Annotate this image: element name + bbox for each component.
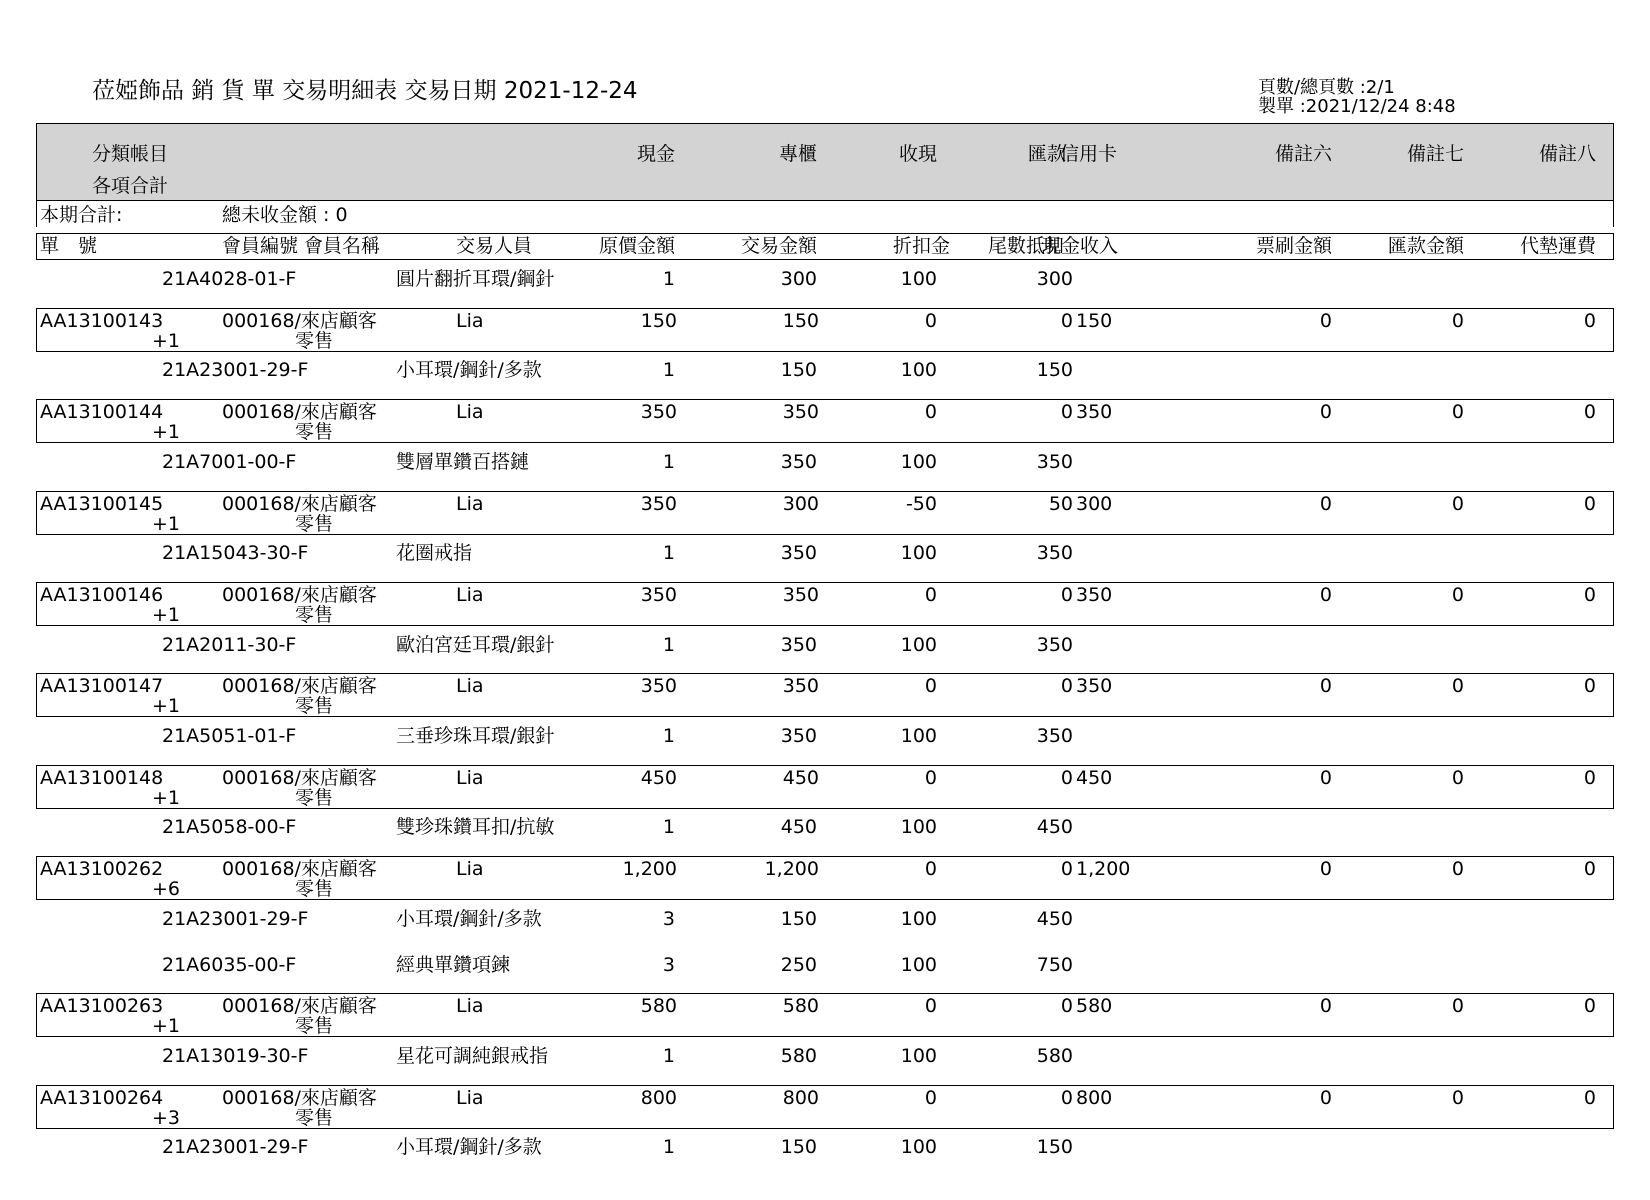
- item-amount: 150: [1036, 1136, 1073, 1159]
- order-discount: 0: [924, 858, 937, 881]
- order-ticket: 0: [1319, 675, 1332, 698]
- item-name: 小耳環/鋼針/多款: [396, 1136, 542, 1159]
- item-price: 350: [780, 725, 817, 747]
- order-member: 000168/來店顧客: [222, 583, 377, 606]
- page-info: 頁數/總頁數 :2/1: [1258, 77, 1395, 98]
- order-discount: 0: [924, 766, 937, 789]
- item-price: 250: [780, 953, 817, 976]
- col-orig: 原價金額: [598, 235, 675, 257]
- order-type: 零售: [295, 1106, 334, 1129]
- order-orig: 150: [640, 309, 677, 332]
- order-type: 零售: [295, 603, 334, 626]
- item-name: 歐泊宮廷耳環/銀針: [396, 633, 555, 656]
- order-ticket: 0: [1319, 858, 1332, 881]
- order-trade: 350: [782, 401, 819, 424]
- order-member: 000168/來店顧客: [222, 995, 377, 1018]
- item-amount: 450: [1036, 816, 1073, 839]
- col-remit: 匯款金額: [1387, 235, 1464, 257]
- item-amount: 150: [1036, 359, 1073, 382]
- order-orig: 1,200: [622, 858, 677, 881]
- item-qty: 1: [662, 1044, 675, 1067]
- item-price: 150: [780, 359, 817, 382]
- order-ship: 0: [1583, 583, 1596, 606]
- order-no: AA13100263: [40, 995, 164, 1018]
- order-discount: 0: [924, 1086, 937, 1109]
- order-cash: 350: [1076, 401, 1113, 424]
- order-discount: 0: [924, 675, 937, 698]
- order-staff: Lia: [456, 401, 484, 424]
- item-qty: 1: [662, 359, 675, 382]
- summary-unpaid: 總未收金額 : 0: [222, 204, 348, 226]
- order-no: AA13100147: [40, 675, 164, 698]
- col-trade: 交易金額: [740, 235, 817, 257]
- item-name: 星花可調純銀戒指: [396, 1044, 549, 1067]
- order-type: 零售: [295, 786, 334, 809]
- order-member: 000168/來店顧客: [222, 401, 377, 424]
- item-name: 小耳環/鋼針/多款: [396, 907, 542, 930]
- order-no: AA13100146: [40, 583, 164, 606]
- item-name: 三垂珍珠耳環/銀針: [396, 725, 555, 747]
- item-code: 21A5058-00-F: [162, 816, 297, 839]
- item-percent: 100: [900, 542, 937, 565]
- item-price: 450: [780, 816, 817, 839]
- item-percent: 100: [900, 268, 937, 290]
- header-category: 分類帳目: [92, 143, 169, 165]
- order-staff: Lia: [456, 309, 484, 332]
- header-credit: 信用卡: [1060, 143, 1118, 165]
- order-ship: 0: [1583, 858, 1596, 881]
- order-rounding: 0: [1060, 995, 1073, 1018]
- order-cash: 300: [1076, 492, 1113, 515]
- order-no: AA13100144: [40, 401, 164, 424]
- item-percent: 100: [900, 953, 937, 976]
- item-price: 350: [780, 542, 817, 565]
- item-name: 小耳環/鋼針/多款: [396, 359, 542, 382]
- order-remit: 0: [1451, 309, 1464, 332]
- item-code: 21A5051-01-F: [162, 725, 297, 747]
- order-ticket: 0: [1319, 401, 1332, 424]
- order-remit: 0: [1451, 401, 1464, 424]
- header-note8: 備註八: [1538, 143, 1596, 165]
- item-price: 350: [780, 450, 817, 473]
- order-ship: 0: [1583, 401, 1596, 424]
- order-staff: Lia: [456, 858, 484, 881]
- order-trade: 580: [782, 995, 819, 1018]
- order-member: 000168/來店顧客: [222, 1086, 377, 1109]
- order-ticket: 0: [1319, 583, 1332, 606]
- order-remit: 0: [1451, 1086, 1464, 1109]
- order-type: 零售: [295, 1015, 334, 1038]
- order-discount: 0: [924, 401, 937, 424]
- item-percent: 100: [900, 1044, 937, 1067]
- item-percent: 100: [900, 633, 937, 656]
- col-discount: 折扣金: [892, 235, 950, 257]
- order-cash: 450: [1076, 766, 1113, 789]
- item-price: 150: [780, 907, 817, 930]
- item-code: 21A15043-30-F: [162, 542, 309, 565]
- order-item-count: +1: [152, 603, 181, 626]
- item-amount: 350: [1036, 542, 1073, 565]
- order-staff: Lia: [456, 1086, 484, 1109]
- order-orig: 350: [640, 401, 677, 424]
- order-orig: 800: [640, 1086, 677, 1109]
- order-orig: 350: [640, 583, 677, 606]
- order-item-count: +6: [152, 878, 181, 901]
- order-type: 零售: [295, 329, 334, 352]
- order-item-count: +1: [152, 329, 181, 352]
- col-staff: 交易人員: [456, 235, 533, 257]
- order-remit: 0: [1451, 492, 1464, 515]
- order-type: 零售: [295, 695, 334, 718]
- item-amount: 350: [1036, 725, 1073, 747]
- order-member: 000168/來店顧客: [222, 858, 377, 881]
- header-counter: 專櫃: [778, 143, 817, 165]
- item-code: 21A23001-29-F: [162, 907, 309, 930]
- item-code: 21A2011-30-F: [162, 633, 297, 656]
- item-qty: 3: [662, 953, 675, 976]
- order-no: AA13100143: [40, 309, 164, 332]
- item-price: 350: [780, 633, 817, 656]
- order-discount: 0: [924, 583, 937, 606]
- order-ship: 0: [1583, 1086, 1596, 1109]
- item-amount: 350: [1036, 633, 1073, 656]
- order-ticket: 0: [1319, 1086, 1332, 1109]
- order-type: 零售: [295, 878, 334, 901]
- col-cash-in: 現金收入: [1042, 235, 1119, 257]
- item-percent: 100: [900, 816, 937, 839]
- order-remit: 0: [1451, 766, 1464, 789]
- order-remit: 0: [1451, 995, 1464, 1018]
- item-name: 經典單鑽項鍊: [396, 953, 511, 976]
- order-discount: -50: [905, 492, 937, 515]
- item-name: 雙珍珠鑽耳扣/抗敏: [396, 816, 555, 839]
- order-ship: 0: [1583, 492, 1596, 515]
- item-amount: 350: [1036, 450, 1073, 473]
- order-orig: 450: [640, 766, 677, 789]
- order-staff: Lia: [456, 583, 484, 606]
- order-rounding: 50: [1048, 492, 1073, 515]
- order-cash: 350: [1076, 583, 1113, 606]
- item-percent: 100: [900, 450, 937, 473]
- order-item-count: +1: [152, 786, 181, 809]
- item-qty: 1: [662, 725, 675, 747]
- order-trade: 350: [782, 583, 819, 606]
- item-name: 雙層單鑽百搭鏈: [396, 450, 530, 473]
- order-trade: 450: [782, 766, 819, 789]
- order-type: 零售: [295, 421, 334, 444]
- order-trade: 300: [782, 492, 819, 515]
- made-info: 製單 :2021/12/24 8:48: [1258, 96, 1456, 117]
- item-code: 21A4028-01-F: [162, 268, 297, 290]
- order-member: 000168/來店顧客: [222, 766, 377, 789]
- order-ship: 0: [1583, 675, 1596, 698]
- item-percent: 100: [900, 725, 937, 747]
- order-ticket: 0: [1319, 492, 1332, 515]
- order-trade: 800: [782, 1086, 819, 1109]
- order-staff: Lia: [456, 766, 484, 789]
- header-note6: 備註六: [1274, 143, 1332, 165]
- item-name: 圓片翻折耳環/鋼針: [396, 268, 555, 290]
- item-amount: 300: [1036, 268, 1073, 290]
- order-ticket: 0: [1319, 309, 1332, 332]
- order-no: AA13100145: [40, 492, 164, 515]
- item-qty: 1: [662, 633, 675, 656]
- order-no: AA13100262: [40, 858, 164, 881]
- item-amount: 450: [1036, 907, 1073, 930]
- order-cash: 1,200: [1076, 858, 1131, 881]
- item-code: 21A6035-00-F: [162, 953, 297, 976]
- order-type: 零售: [295, 512, 334, 535]
- order-member: 000168/來店顧客: [222, 492, 377, 515]
- item-qty: 3: [662, 907, 675, 930]
- order-item-count: +1: [152, 421, 181, 444]
- report-title: 莅婭飾品 銷 貨 單 交易明細表 交易日期 2021-12-24: [92, 78, 638, 104]
- col-rounding: 尾數抵扣: [988, 235, 1065, 257]
- item-qty: 1: [662, 816, 675, 839]
- item-amount: 580: [1036, 1044, 1073, 1067]
- order-ship: 0: [1583, 309, 1596, 332]
- order-cash: 580: [1076, 995, 1113, 1018]
- item-percent: 100: [900, 907, 937, 930]
- order-cash: 150: [1076, 309, 1113, 332]
- order-member: 000168/來店顧客: [222, 675, 377, 698]
- order-remit: 0: [1451, 675, 1464, 698]
- order-ticket: 0: [1319, 766, 1332, 789]
- order-remit: 0: [1451, 858, 1464, 881]
- item-qty: 1: [662, 1136, 675, 1159]
- order-orig: 580: [640, 995, 677, 1018]
- item-code: 21A13019-30-F: [162, 1044, 309, 1067]
- order-ship: 0: [1583, 995, 1596, 1018]
- header-remit: 匯款: [1028, 143, 1067, 165]
- order-rounding: 0: [1060, 1086, 1073, 1109]
- order-no: AA13100148: [40, 766, 164, 789]
- order-rounding: 0: [1060, 766, 1073, 789]
- order-trade: 150: [782, 309, 819, 332]
- order-orig: 350: [640, 492, 677, 515]
- item-amount: 750: [1036, 953, 1073, 976]
- header-subtotal: 各項合計: [92, 175, 169, 197]
- order-rounding: 0: [1060, 675, 1073, 698]
- item-percent: 100: [900, 1136, 937, 1159]
- col-ship: 代墊運費: [1519, 235, 1596, 257]
- item-name: 花圈戒指: [396, 542, 473, 565]
- order-member: 000168/來店顧客: [222, 309, 377, 332]
- order-orig: 350: [640, 675, 677, 698]
- order-staff: Lia: [456, 492, 484, 515]
- order-no: AA13100264: [40, 1086, 164, 1109]
- header-collect: 收現: [898, 143, 937, 165]
- item-code: 21A7001-00-F: [162, 450, 297, 473]
- order-cash: 350: [1076, 675, 1113, 698]
- order-ship: 0: [1583, 766, 1596, 789]
- header-cash: 現金: [636, 143, 675, 165]
- order-cash: 800: [1076, 1086, 1113, 1109]
- item-qty: 1: [662, 542, 675, 565]
- item-qty: 1: [662, 450, 675, 473]
- order-trade: 350: [782, 675, 819, 698]
- item-code: 21A23001-29-F: [162, 359, 309, 382]
- order-item-count: +1: [152, 512, 181, 535]
- order-discount: 0: [924, 309, 937, 332]
- col-ticket: 票刷金額: [1255, 235, 1332, 257]
- item-price: 300: [780, 268, 817, 290]
- header-note7: 備註七: [1406, 143, 1464, 165]
- order-rounding: 0: [1060, 583, 1073, 606]
- item-price: 150: [780, 1136, 817, 1159]
- order-item-count: +1: [152, 695, 181, 718]
- summary-label: 本期合計:: [40, 204, 123, 226]
- item-qty: 1: [662, 268, 675, 290]
- order-rounding: 0: [1060, 858, 1073, 881]
- col-doc-no: 單 號: [40, 235, 98, 257]
- col-member: 會員編號 會員名稱: [222, 235, 381, 257]
- item-code: 21A23001-29-F: [162, 1136, 309, 1159]
- order-item-count: +3: [152, 1106, 181, 1129]
- order-item-count: +1: [152, 1015, 181, 1038]
- order-remit: 0: [1451, 583, 1464, 606]
- order-rounding: 0: [1060, 309, 1073, 332]
- item-percent: 100: [900, 359, 937, 382]
- item-price: 580: [780, 1044, 817, 1067]
- order-ticket: 0: [1319, 995, 1332, 1018]
- order-trade: 1,200: [764, 858, 819, 881]
- order-rounding: 0: [1060, 401, 1073, 424]
- order-staff: Lia: [456, 995, 484, 1018]
- order-staff: Lia: [456, 675, 484, 698]
- order-discount: 0: [924, 995, 937, 1018]
